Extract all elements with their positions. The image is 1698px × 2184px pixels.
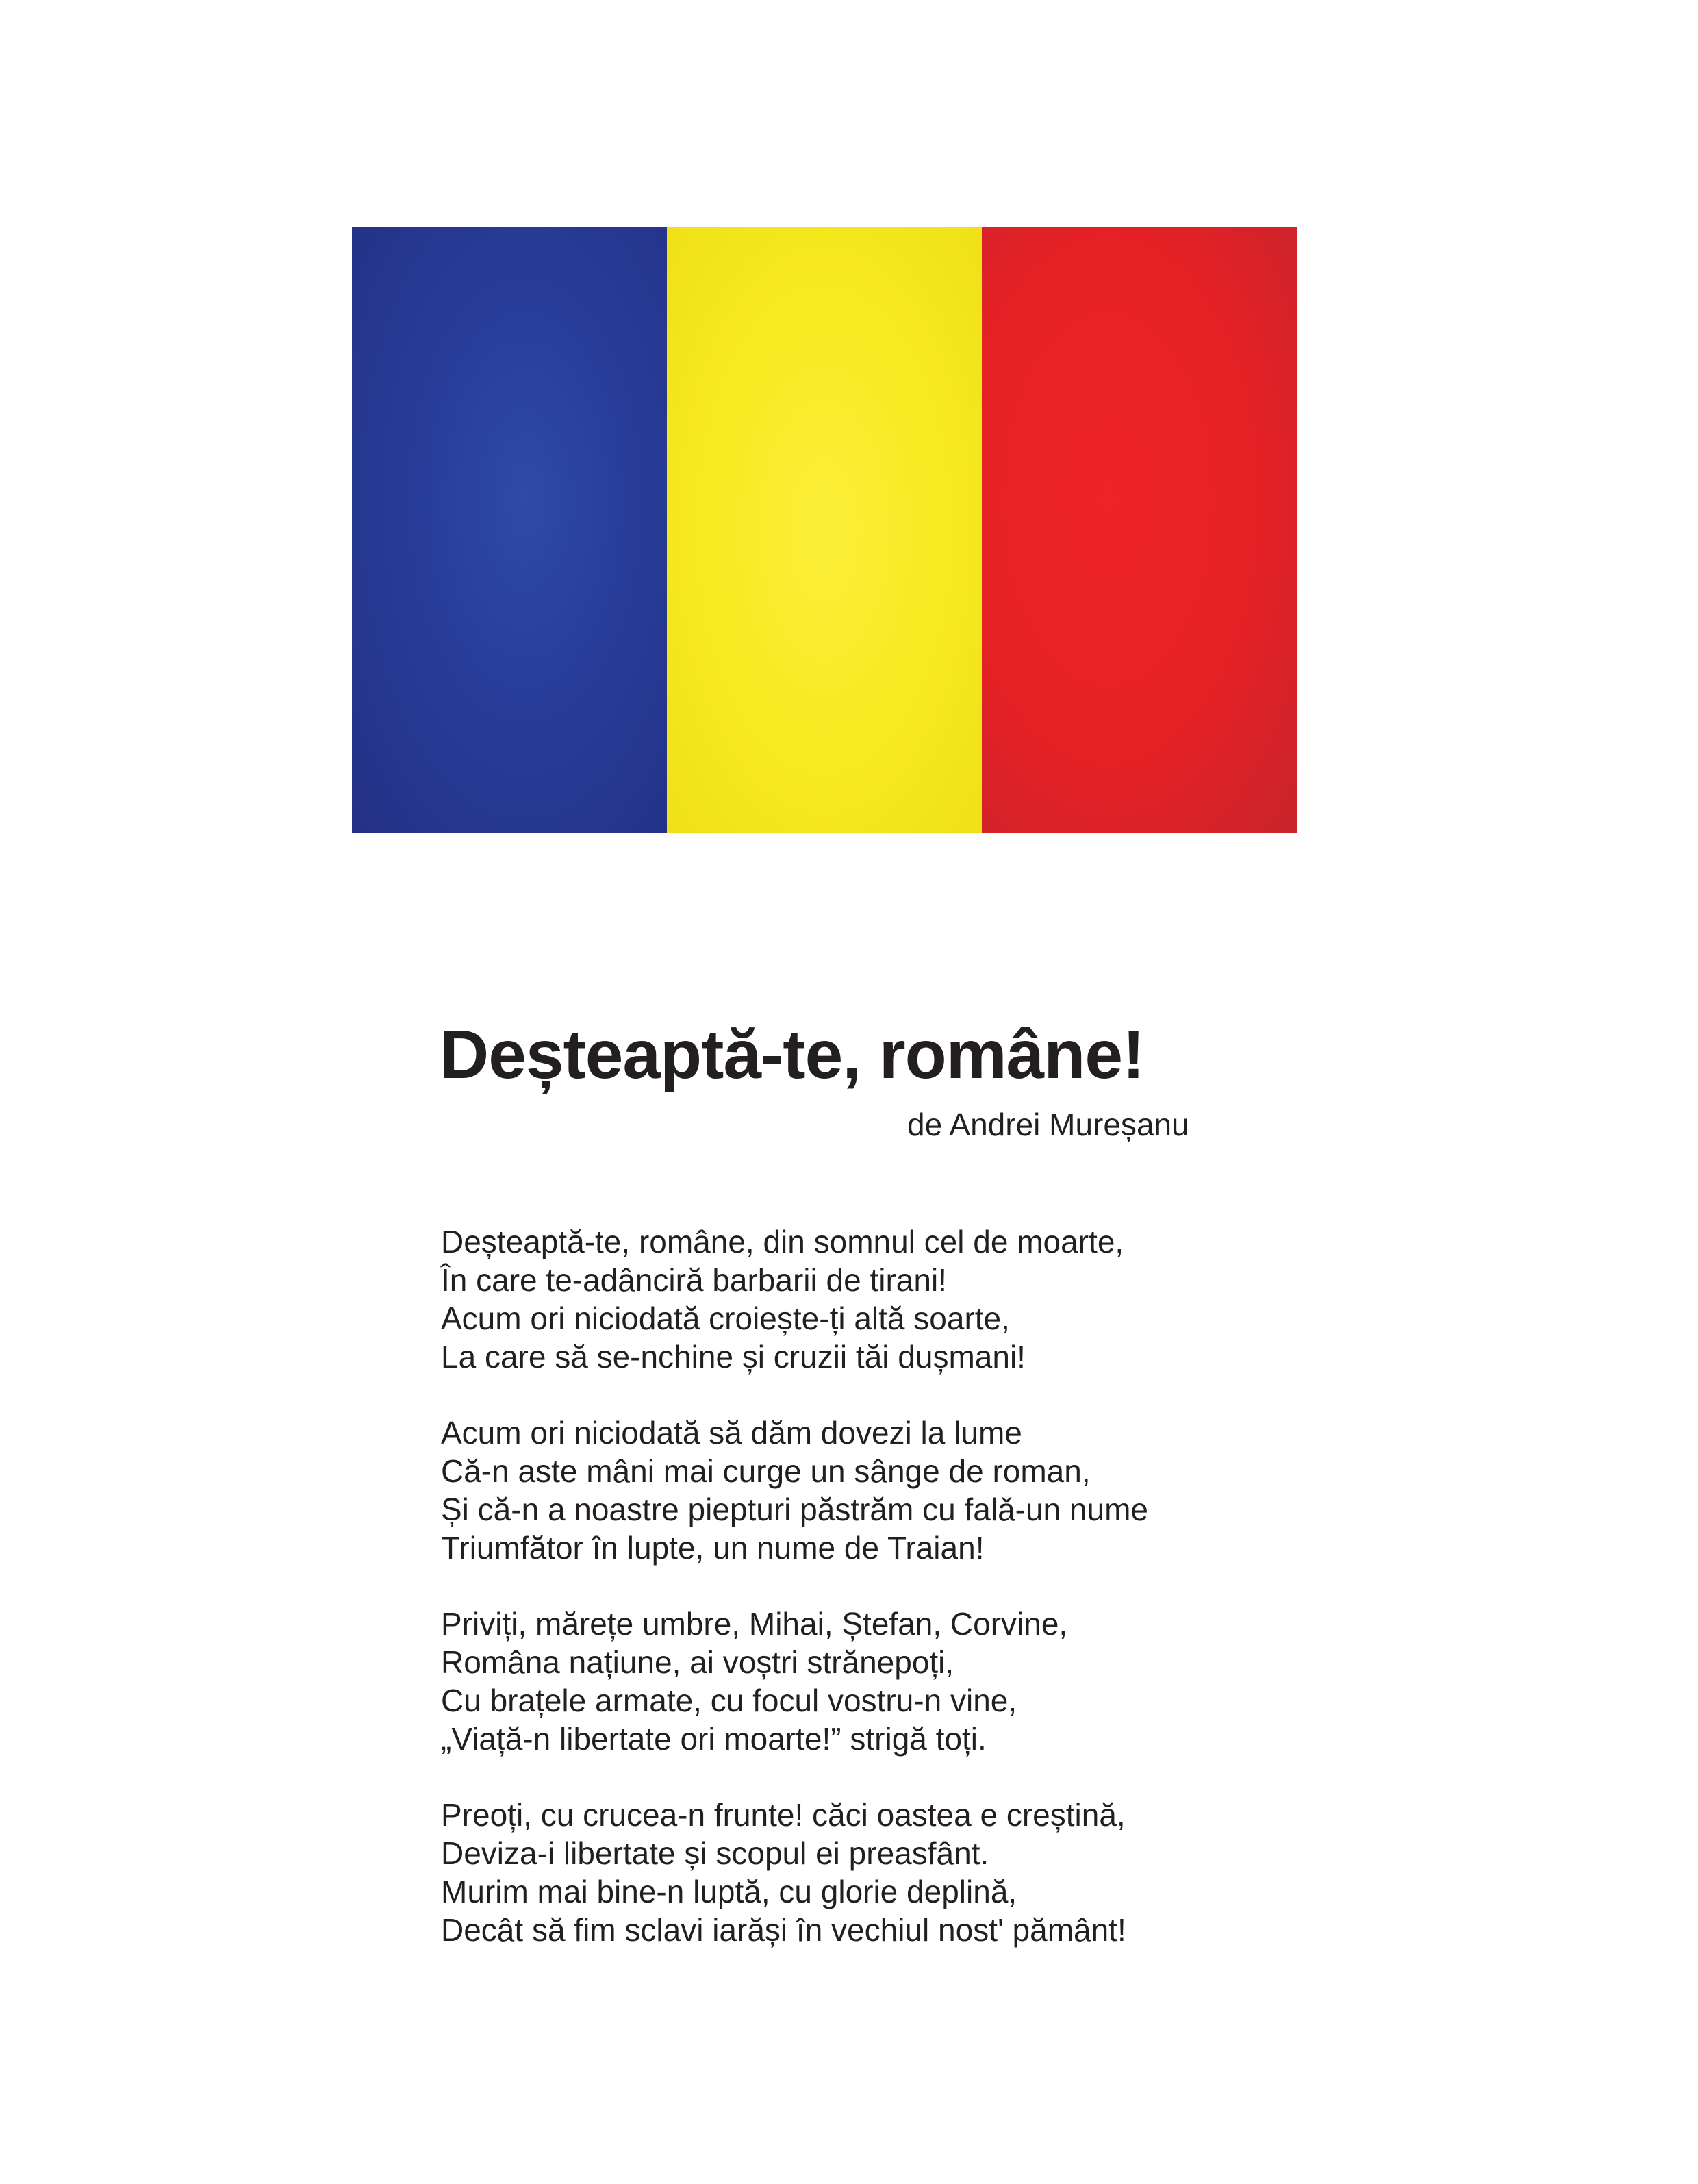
verse-line: Deviza-i libertate și scopul ei preasfânt. xyxy=(441,1835,989,1871)
verse-line: La care să se-nchine și cruzii tăi dușmani! xyxy=(441,1339,1026,1375)
verse-line: Deșteaptă-te, române, din somnul cel de moarte, xyxy=(441,1224,1124,1259)
flag-stripe-blue xyxy=(352,227,667,833)
verse-line: Triumfător în lupte, un nume de Traian! xyxy=(441,1530,985,1566)
verse-line: Priviți, mărețe umbre, Mihai, Ștefan, Corvine, xyxy=(441,1606,1068,1642)
verse-line: Preoți, cu crucea-n frunte! căci oastea e creștină, xyxy=(441,1797,1126,1833)
verse-line: Cu brațele armate, cu focul vostru-n vine, xyxy=(441,1683,1017,1718)
romanian-flag-image xyxy=(352,227,1297,833)
stanza-2 xyxy=(441,1414,1331,1567)
verse-line: Acum ori niciodată să dăm dovezi la lume xyxy=(441,1415,1022,1451)
verse-line: Acum ori niciodată croiește-ți altă soarte, xyxy=(441,1301,1010,1336)
flag-stripe-yellow xyxy=(667,227,982,833)
verse-line: Murim mai bine-n luptă, cu glorie deplină, xyxy=(441,1874,1017,1909)
stanza-1 xyxy=(441,1222,1331,1376)
poem-author: de Andrei Mureșanu xyxy=(907,1107,1189,1142)
flag-stripe-red xyxy=(982,227,1297,833)
verse-line: Româna națiune, ai voștri strănepoți, xyxy=(441,1644,954,1680)
verse-line: Că-n aste mâni mai curge un sânge de roman, xyxy=(441,1453,1091,1489)
verse-line: „Viață-n libertate ori moarte!” strigă toți. xyxy=(441,1721,987,1757)
verse-line: Și că-n a noastre piepturi păstrăm cu falǎ-un nume xyxy=(441,1492,1148,1527)
stanza-4 xyxy=(441,1796,1331,1949)
poem-title: Deșteaptă-te, române! xyxy=(440,1016,1145,1093)
poem-body xyxy=(441,1222,1331,1987)
stanza-3 xyxy=(441,1605,1331,1758)
verse-line: Decât să fim sclavi iarăși în vechiul nost' pământ! xyxy=(441,1912,1126,1948)
verse-line: În care te-adânciră barbarii de tirani! xyxy=(441,1262,947,1298)
